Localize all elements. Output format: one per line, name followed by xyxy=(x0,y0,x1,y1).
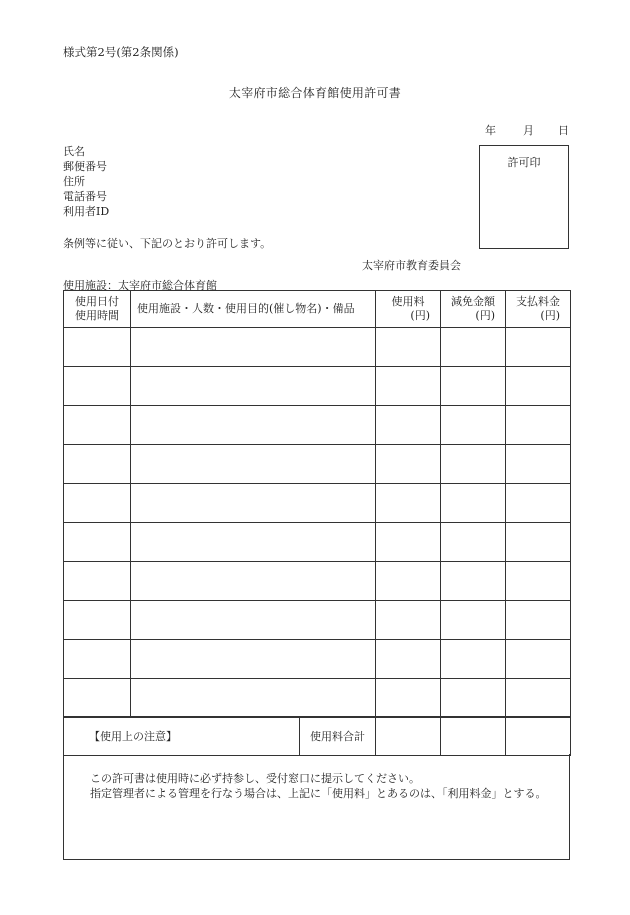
document-title: 太宰府市総合体育館使用許可書 xyxy=(228,86,402,100)
usage-note-1: この許可書は使用時に必ず持参し、受付窓口に提示してください。 xyxy=(90,772,420,785)
field-name-label: 氏名 xyxy=(63,145,85,158)
total-discount-cell[interactable] xyxy=(441,717,506,756)
cell-date[interactable] xyxy=(64,523,131,562)
usage-notes-heading: 【使用上の注意】 xyxy=(64,717,300,756)
col-header-payment-unit: (円) xyxy=(540,309,560,322)
table-row xyxy=(64,640,571,679)
col-header-discount-unit: (円) xyxy=(475,309,495,322)
table-row xyxy=(64,367,571,406)
date-year-label: 年 xyxy=(485,124,496,137)
issuer-name: 太宰府市教育委員会 xyxy=(362,259,461,272)
col-header-discount-label: 減免金額 xyxy=(451,295,495,308)
cell-detail[interactable] xyxy=(131,601,376,640)
cell-fee[interactable] xyxy=(376,406,441,445)
facility-line: 使用施設：太宰府市総合体育館 xyxy=(63,279,217,292)
cell-fee[interactable] xyxy=(376,484,441,523)
cell-payment[interactable] xyxy=(506,406,571,445)
total-row-table xyxy=(63,716,571,756)
table-header-row xyxy=(64,291,571,328)
table-row xyxy=(64,484,571,523)
cell-payment[interactable] xyxy=(506,562,571,601)
table-row xyxy=(64,601,571,640)
cell-detail[interactable] xyxy=(131,406,376,445)
cell-discount[interactable] xyxy=(441,445,506,484)
cell-payment[interactable] xyxy=(506,367,571,406)
cell-discount[interactable] xyxy=(441,523,506,562)
cell-payment[interactable] xyxy=(506,601,571,640)
cell-fee[interactable] xyxy=(376,523,441,562)
usage-table xyxy=(63,290,571,718)
cell-detail[interactable] xyxy=(131,445,376,484)
cell-payment[interactable] xyxy=(506,679,571,718)
form-number: 様式第2号(第2条関係) xyxy=(63,45,179,59)
col-header-time: 使用時間 xyxy=(75,309,119,322)
cell-date[interactable] xyxy=(64,484,131,523)
col-header-date: 使用日付 xyxy=(75,295,119,308)
cell-date[interactable] xyxy=(64,406,131,445)
cell-detail[interactable] xyxy=(131,484,376,523)
col-header-discount xyxy=(441,291,506,328)
table-row xyxy=(64,523,571,562)
cell-detail[interactable] xyxy=(131,523,376,562)
cell-date[interactable] xyxy=(64,562,131,601)
col-header-date-time xyxy=(64,291,131,328)
cell-date[interactable] xyxy=(64,640,131,679)
cell-discount[interactable] xyxy=(441,640,506,679)
permit-statement: 条例等に従い、下記のとおり許可します。 xyxy=(63,237,272,250)
cell-date[interactable] xyxy=(64,445,131,484)
cell-fee[interactable] xyxy=(376,328,441,367)
cell-payment[interactable] xyxy=(506,640,571,679)
usage-notes-box xyxy=(63,754,570,860)
cell-discount[interactable] xyxy=(441,679,506,718)
cell-fee[interactable] xyxy=(376,367,441,406)
permit-stamp-box xyxy=(479,145,569,249)
col-header-payment xyxy=(506,291,571,328)
cell-detail[interactable] xyxy=(131,679,376,718)
col-header-payment-label: 支払料金 xyxy=(516,295,560,308)
cell-payment[interactable] xyxy=(506,484,571,523)
date-month-label: 月 xyxy=(523,124,534,137)
field-postal-code-label: 郵便番号 xyxy=(63,160,107,173)
permit-stamp-label: 許可印 xyxy=(507,156,541,169)
date-day-label: 日 xyxy=(558,124,569,137)
table-row xyxy=(64,679,571,718)
cell-detail[interactable] xyxy=(131,367,376,406)
cell-fee[interactable] xyxy=(376,601,441,640)
field-phone-label: 電話番号 xyxy=(63,190,107,203)
table-row xyxy=(64,445,571,484)
usage-note-2: 指定管理者による管理を行なう場合は、上記に「使用料」とあるのは、「利用料金」とする。 xyxy=(90,787,547,800)
total-fee-label: 使用料合計 xyxy=(300,717,376,756)
field-user-id-label: 利用者ID xyxy=(63,205,110,218)
cell-date[interactable] xyxy=(64,601,131,640)
cell-fee[interactable] xyxy=(376,640,441,679)
field-address-label: 住所 xyxy=(63,175,85,188)
cell-discount[interactable] xyxy=(441,367,506,406)
cell-payment[interactable] xyxy=(506,445,571,484)
cell-discount[interactable] xyxy=(441,328,506,367)
table-row xyxy=(64,406,571,445)
cell-date[interactable] xyxy=(64,328,131,367)
col-header-detail: 使用施設・人数・使用目的(催し物名)・備品 xyxy=(131,291,376,328)
col-header-fee-label: 使用料 xyxy=(391,295,425,308)
total-fee-cell[interactable] xyxy=(376,717,441,756)
cell-payment[interactable] xyxy=(506,523,571,562)
total-row xyxy=(64,717,571,756)
cell-discount[interactable] xyxy=(441,562,506,601)
table-row xyxy=(64,328,571,367)
cell-date[interactable] xyxy=(64,367,131,406)
cell-payment[interactable] xyxy=(506,328,571,367)
cell-fee[interactable] xyxy=(376,679,441,718)
cell-date[interactable] xyxy=(64,679,131,718)
col-header-fee-unit: (円) xyxy=(410,309,430,322)
cell-detail[interactable] xyxy=(131,562,376,601)
cell-fee[interactable] xyxy=(376,445,441,484)
cell-discount[interactable] xyxy=(441,601,506,640)
cell-detail[interactable] xyxy=(131,328,376,367)
total-payment-cell[interactable] xyxy=(506,717,571,756)
cell-discount[interactable] xyxy=(441,406,506,445)
table-row xyxy=(64,562,571,601)
col-header-fee xyxy=(376,291,441,328)
cell-discount[interactable] xyxy=(441,484,506,523)
cell-fee[interactable] xyxy=(376,562,441,601)
cell-detail[interactable] xyxy=(131,640,376,679)
